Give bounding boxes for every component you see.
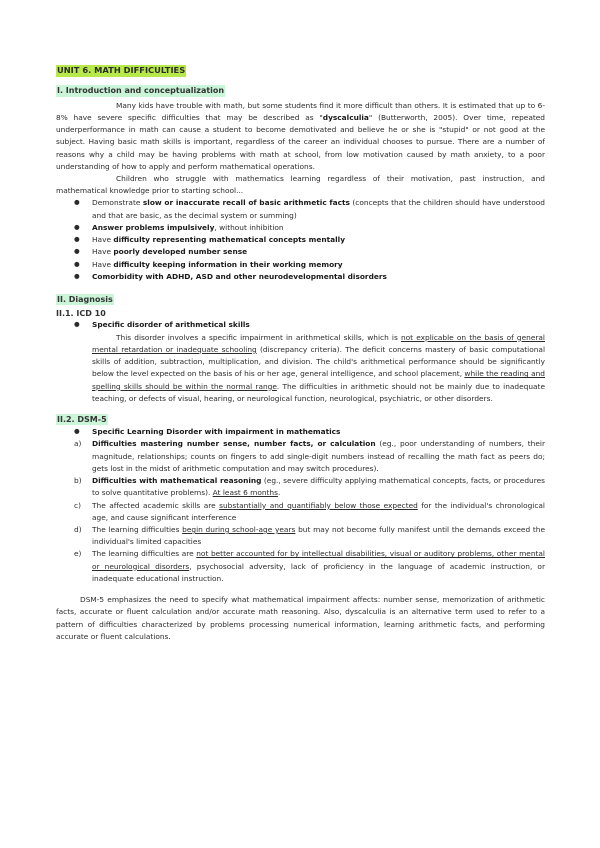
criterion-c: c) The affected academic skills are substantially and quantifiably below those expected for the individual's chronological age, and cause significant interference (74, 500, 545, 522)
list-item: ● Have difficulty keeping information in their working memory (56, 259, 545, 271)
intro-paragraph: Many kids have trouble with math, but some students find it more difficult than others. It is estimated that up to 6-8% have severe specific difficulties that may be described as "dyscalculia" (Butterworth, 2005). Over time, repeated underperformance in math can cause a student to become demotivated and believe he or she is "stupid" or not good at the subject. Having basic math skills is important, regardless of the career an individual chooses to pursue. There are a number of reasons why a child may be having problems with math at school, from low motivation caused by math anxiety, to a poor understanding of how to apply and perform mathematical operations. (56, 100, 545, 171)
list-item: ● Answer problems impulsively, without inhibition (56, 222, 545, 234)
dsm-criteria-list (56, 438, 545, 585)
criterion-b: b) Difficulties with mathematical reasoning (eg., severe difficulty applying mathematical concepts, facts, or procedures to solve quantitative problems). At least 6 months. (74, 476, 545, 498)
subheading-dsm5: II.2. DSM-5 (57, 415, 107, 424)
list-item: ● Specific Learning Disorder with impairment in mathematics (56, 426, 545, 438)
term-dyscalculia: dyscalculia (322, 112, 369, 122)
subheading-icd10: II.1. ICD 10 (56, 309, 106, 319)
list-item: ● Specific disorder of arithmetical skills (56, 319, 545, 331)
list-item: ● Have poorly developed number sense (56, 246, 545, 258)
children-paragraph: Children who struggle with mathematics learning regardless of their motivation, past instruction, and mathematical knowledge prior to starting school... (56, 174, 545, 196)
criterion-e: e) The learning difficulties are not better accounted for by intellectual disabilities, visual or auditory problems, other mental or neurological disorders, psychosocial adversity, lack of proficiency in the language of academic instruction, or inadequate educational instruction. (74, 549, 545, 583)
list-item: ● Have difficulty representing mathematical concepts mentally (56, 234, 545, 246)
document-page (56, 57, 545, 643)
icd-list (56, 319, 545, 331)
dsm-list (56, 426, 545, 438)
unit-title: UNIT 6. MATH DIFFICULTIES (57, 65, 186, 75)
criterion-d: d) The learning difficulties begin during school-age years but may not become fully manifest until the demands exceed the individual's limited capacities (74, 524, 545, 547)
section-heading-introduction: I. Introduction and conceptualization (57, 86, 225, 96)
symptom-list (56, 197, 545, 283)
list-item: ● Comorbidity with ADHD, ASD and other neurodevelopmental disorders (56, 271, 545, 283)
icd-paragraph: This disorder involves a specific impairment in arithmetical skills, which is not explicable on the basis of general mental retardation or inadequate schooling (discrepancy criteria). The deficit concerns mastery of basic computational skills of addition, subtraction, multiplication, and division. The child's arithmetical performance should be significantly below the level expected on the basis of his or her age, general intelligence, and school placement, while the reading and spelling skills should be within the normal range. The difficulties in arithmetic should not be mainly due to inadequate teaching, or defects of visual, hearing, or neurological function, neurological, psychiatric, or other disorders. (92, 332, 546, 403)
dsm-closing-paragraph: DSM-5 emphasizes the need to specify what mathematical impairment affects: number sense, memorization of arithmetic facts, accurate or fluent calculation and/or accurate math reasoning. Also, dyscalculia is an alternative term used to refer to a pattern of difficulties characterized by problems processing numerical information, learning arithmetic facts, and performing accurate or fluent calculations. (56, 595, 545, 641)
criterion-a: a) Difficulties mastering number sense, number facts, or calculation (eg., poor understanding of numbers, their magnitude, relationships; counts on fingers to add single-digit numbers instead of recalling the math fact as peers do; gets lost in the midst of arithmetic computation and may switch procedures). (74, 439, 545, 473)
list-item: ● Demonstrate slow or inaccurate recall of basic arithmetic facts (concepts that the children should have understood and that are basic, as the decimal system or summing) (56, 197, 545, 221)
section-heading-diagnosis: II. Diagnosis (57, 294, 113, 304)
